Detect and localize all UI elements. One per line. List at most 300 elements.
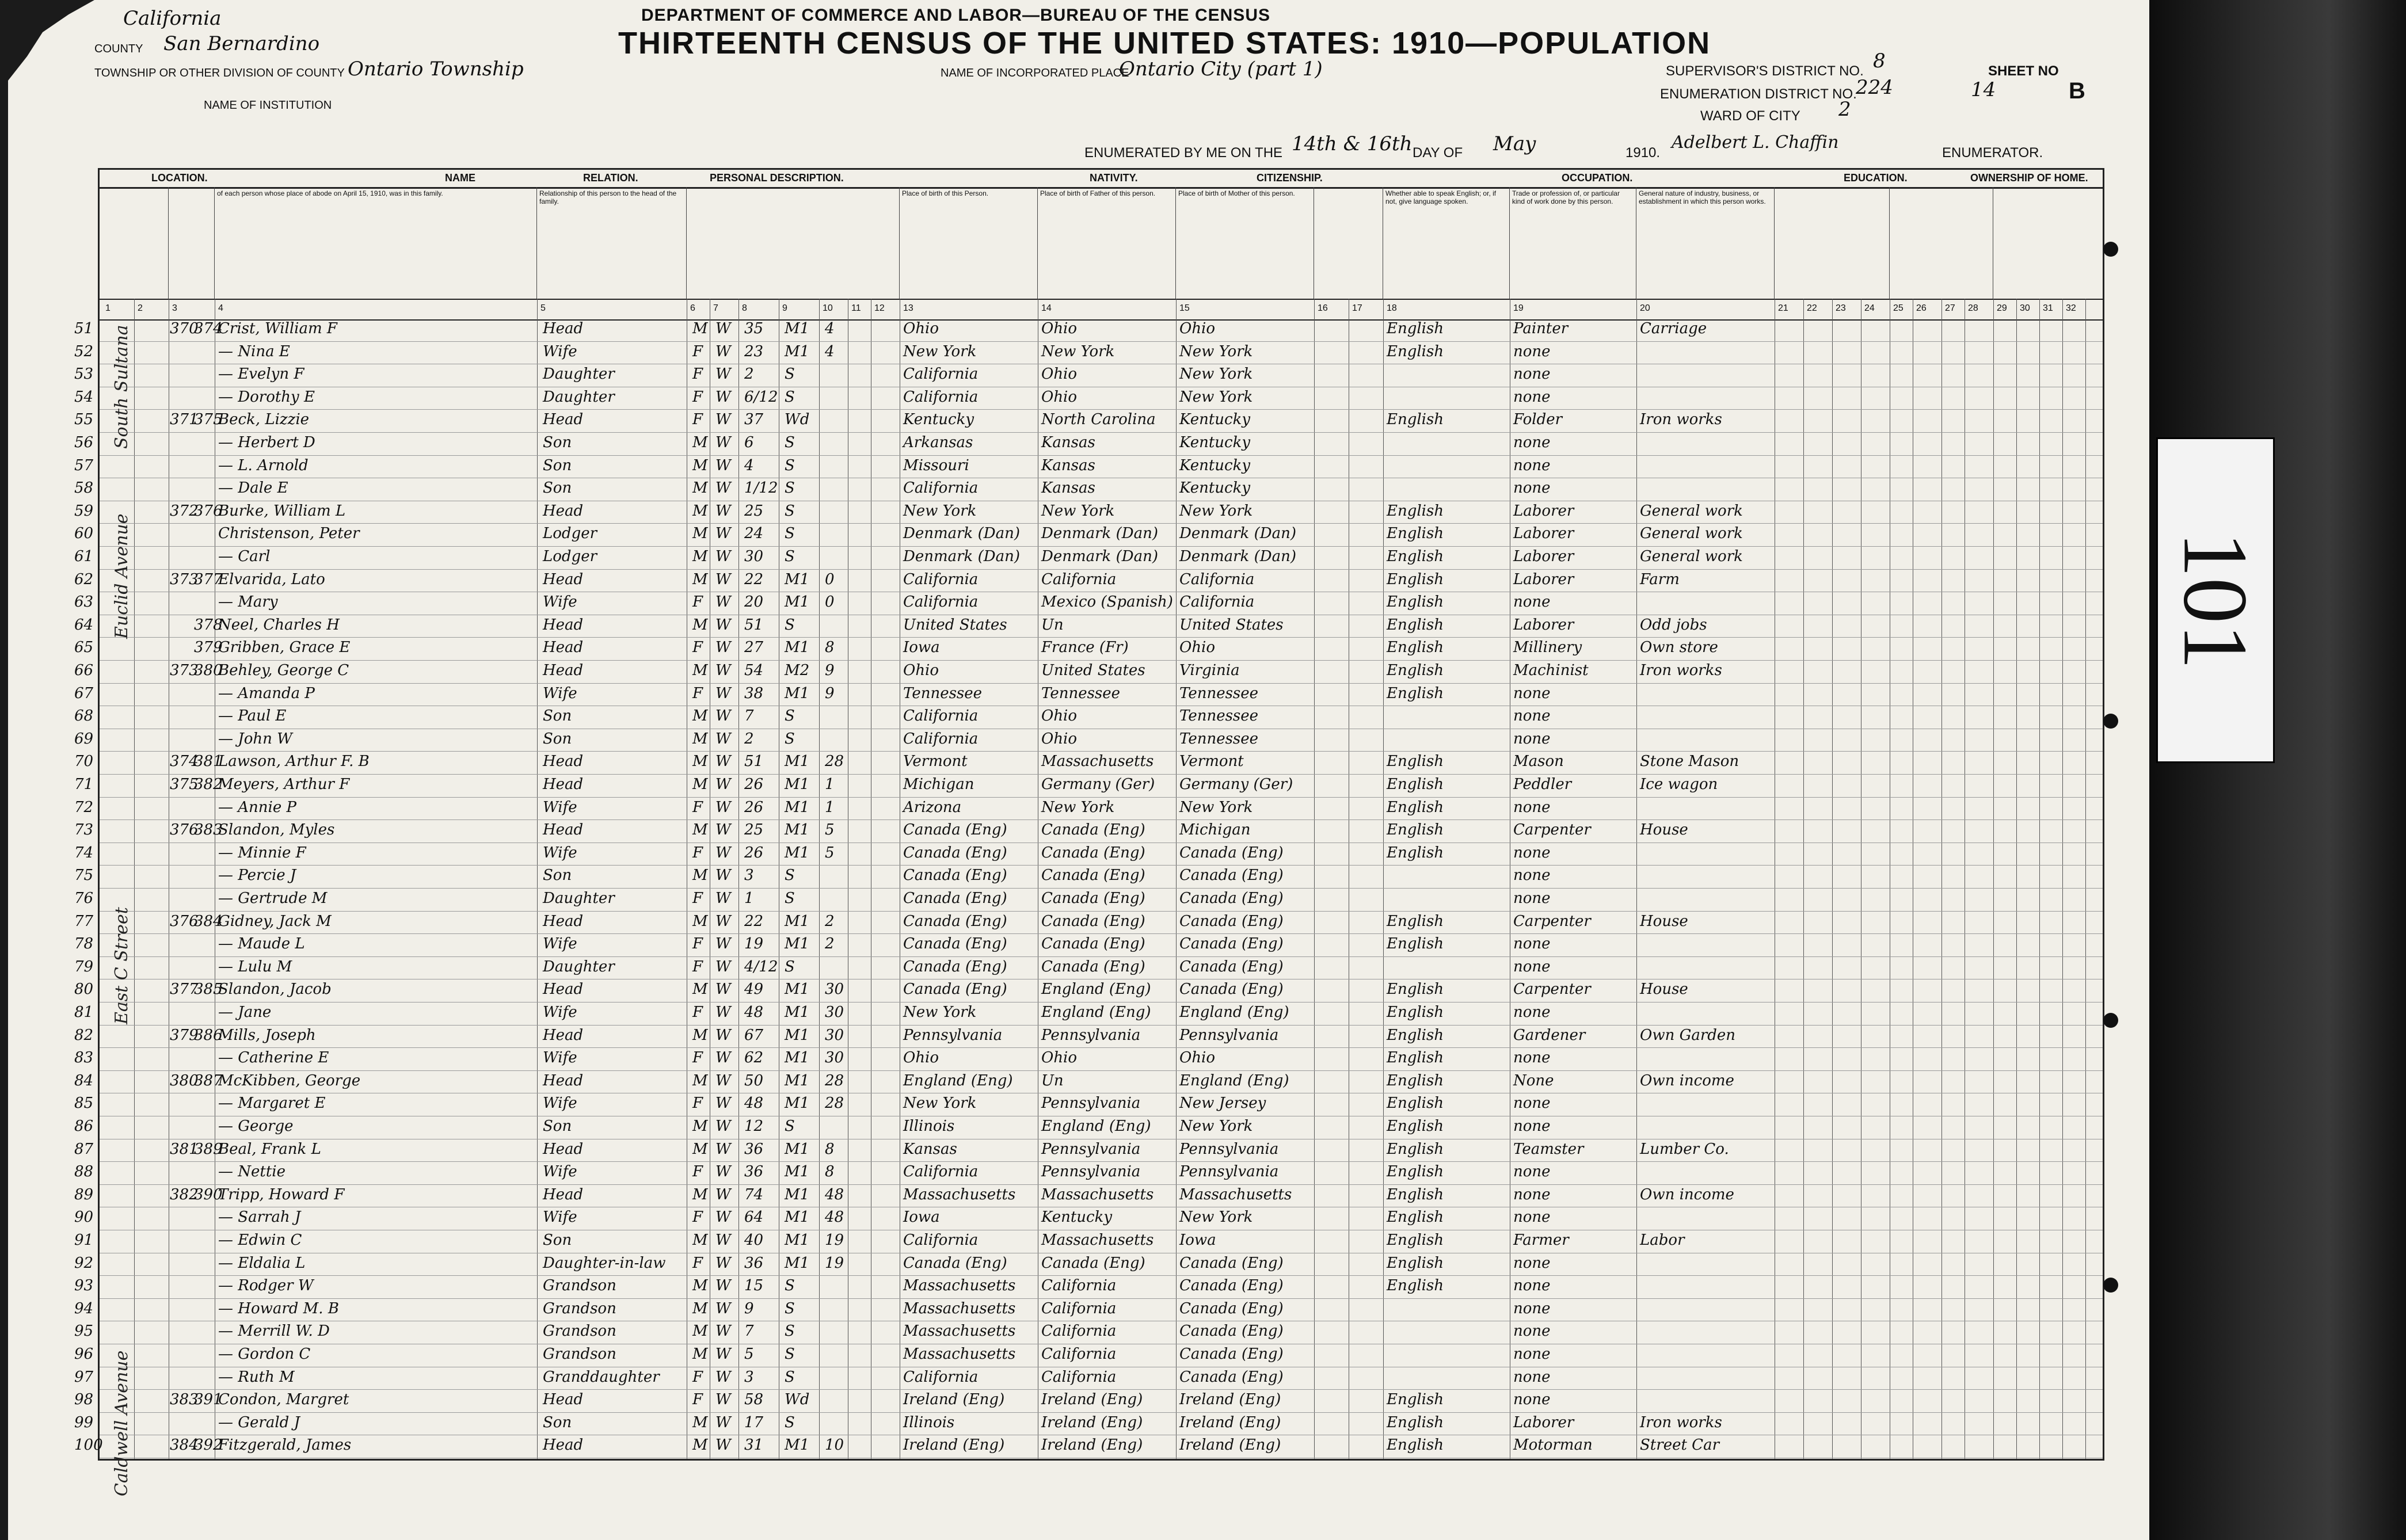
cell-bm: United States (1179, 616, 1284, 634)
cell-bp: California (903, 707, 979, 725)
cell-trade: none (1513, 867, 1551, 885)
column-number: 2 (138, 303, 143, 313)
cell-sex: F (692, 342, 703, 360)
cell-trade: none (1513, 1368, 1551, 1386)
cell-age: 48 (744, 1004, 764, 1021)
cell-name: — Evelyn F (218, 365, 304, 383)
cell-age: 1 (744, 890, 754, 907)
cell-age: 26 (744, 798, 764, 816)
street-note-caldwell: Caldwell Avenue (112, 1350, 132, 1496)
row-number: 70 (74, 753, 94, 771)
cell-name: — Minnie F (218, 844, 306, 862)
ward-label: WARD OF CITY (1700, 108, 1800, 124)
table-row (74, 819, 2103, 843)
row-number: 81 (74, 1004, 94, 1021)
table-row (74, 1093, 2103, 1116)
cell-race: W (715, 411, 731, 429)
cell-ms: M1 (785, 1209, 810, 1226)
cell-fam: 375 (194, 411, 223, 429)
cell-bm: Germany (Ger) (1179, 776, 1293, 793)
enumeration-value: 224 (1856, 76, 1893, 99)
row-number: 67 (74, 684, 94, 702)
table-row (74, 478, 2103, 501)
cell-name: Tripp, Howard F (218, 1186, 345, 1203)
row-number: 90 (74, 1209, 94, 1226)
row-number: 56 (74, 434, 94, 451)
cell-bp: Ohio (903, 1049, 939, 1067)
cell-trade: none (1513, 1345, 1551, 1363)
cell-age: 19 (744, 935, 764, 953)
cell-rel: Head (543, 320, 584, 337)
cell-name: Gribben, Grace E (218, 639, 351, 657)
cell-sex: F (692, 1391, 703, 1409)
cell-yrs: 0 (825, 570, 835, 588)
cell-name: Meyers, Arthur F (218, 776, 350, 793)
cell-race: W (715, 479, 731, 497)
cell-sex: M (692, 479, 708, 497)
cell-bp: Canada (Eng) (903, 821, 1007, 839)
cell-bf: Canada (Eng) (1041, 890, 1145, 907)
cell-name: — John W (218, 730, 292, 748)
cell-fam: 390 (194, 1186, 223, 1203)
cell-race: W (715, 616, 731, 634)
cell-sex: F (692, 684, 703, 702)
cell-bm: California (1179, 593, 1255, 611)
cell-race: W (715, 1345, 731, 1363)
cell-ms: M1 (785, 1140, 810, 1158)
cell-ind: Lumber Co. (1640, 1140, 1729, 1158)
table-row (74, 843, 2103, 866)
cell-race: W (715, 1095, 731, 1112)
cell-bm: New York (1179, 365, 1253, 383)
table-row (74, 1184, 2103, 1208)
cell-name: Beal, Frank L (218, 1140, 321, 1158)
cell-bm: Canada (Eng) (1179, 1277, 1284, 1295)
cell-trade: Laborer (1513, 502, 1574, 520)
cell-bp: California (903, 1368, 979, 1386)
cell-age: 30 (744, 548, 764, 565)
cell-lang: English (1387, 1004, 1444, 1021)
cell-age: 22 (744, 570, 764, 588)
cell-sex: M (692, 662, 708, 679)
cell-ms: S (785, 1322, 795, 1340)
punch-hole (2103, 1278, 2118, 1293)
cell-rel: Head (543, 639, 584, 657)
cell-name: Behley, George C (218, 662, 349, 679)
cell-bf: California (1041, 570, 1117, 588)
row-number: 68 (74, 707, 94, 725)
table-row (74, 774, 2103, 798)
cell-ms: M1 (785, 1072, 810, 1089)
cell-bp: Arkansas (903, 434, 973, 451)
cell-lang: English (1387, 1254, 1444, 1272)
cell-ms: S (785, 1368, 795, 1386)
cell-ms: M1 (785, 935, 810, 953)
cell-dw: 374 (170, 753, 199, 771)
cell-fam: 392 (194, 1436, 223, 1454)
cell-bf: California (1041, 1345, 1117, 1363)
row-number: 74 (74, 844, 94, 862)
cell-age: 17 (744, 1413, 764, 1431)
cell-race: W (715, 639, 731, 657)
cell-rel: Wife (543, 593, 577, 611)
cell-rel: Wife (543, 844, 577, 862)
cell-trade: Mason (1513, 753, 1564, 771)
table-row (74, 1161, 2103, 1185)
cell-name: — Paul E (218, 707, 287, 725)
cell-race: W (715, 1391, 731, 1409)
cell-bf: Pennsylvania (1041, 1095, 1141, 1112)
cell-lang: English (1387, 320, 1444, 337)
cell-ms: S (785, 502, 795, 520)
cell-age: 6 (744, 434, 754, 451)
cell-age: 25 (744, 821, 764, 839)
cell-name: — Gertrude M (218, 890, 328, 907)
cell-ms: M1 (785, 570, 810, 588)
cell-lang: English (1387, 935, 1444, 953)
enumerated-label: ENUMERATED BY ME ON THE (1084, 145, 1283, 161)
table-row (74, 637, 2103, 661)
cell-yrs: 8 (825, 1163, 835, 1181)
cell-age: 4 (744, 456, 754, 474)
cell-trade: Laborer (1513, 616, 1574, 634)
cell-race: W (715, 570, 731, 588)
cell-name: — Jane (218, 1004, 272, 1021)
cell-name: Slandon, Jacob (218, 981, 332, 998)
cell-bf: New York (1041, 502, 1115, 520)
cell-ind: Farm (1640, 570, 1680, 588)
cell-sex: M (692, 1118, 708, 1135)
cell-yrs: 28 (825, 1095, 844, 1112)
cell-fam: 384 (194, 912, 223, 930)
cell-rel: Son (543, 1118, 572, 1135)
cell-age: 62 (744, 1049, 764, 1067)
cell-ind: Iron works (1640, 1413, 1722, 1431)
cell-bf: Un (1041, 616, 1064, 634)
colhead-location (100, 187, 169, 299)
cell-bp: Michigan (903, 776, 974, 793)
cell-ind: Stone Mason (1640, 753, 1739, 771)
cell-race: W (715, 935, 731, 953)
cell-bf: Kansas (1041, 434, 1095, 451)
cell-bm: Canada (Eng) (1179, 1322, 1284, 1340)
cell-bf: Denmark (Dan) (1041, 525, 1158, 543)
row-number: 57 (74, 456, 94, 474)
cell-dw: 382 (170, 1186, 199, 1203)
column-number: 24 (1864, 303, 1875, 313)
cell-lang: English (1387, 912, 1444, 930)
cell-bp: California (903, 1232, 979, 1249)
cell-yrs: 4 (825, 320, 835, 337)
cell-ms: M1 (785, 821, 810, 839)
cell-bf: North Carolina (1041, 411, 1156, 429)
row-number: 77 (74, 912, 94, 930)
table-row (74, 546, 2103, 570)
cell-rel: Grandson (543, 1277, 616, 1295)
cell-ms: Wd (785, 411, 810, 429)
cell-sex: M (692, 776, 708, 793)
cell-age: 9 (744, 1299, 754, 1317)
cell-sex: M (692, 1299, 708, 1317)
cell-name: Beck, Lizzie (218, 411, 310, 429)
cell-rel: Head (543, 1391, 584, 1409)
row-number: 59 (74, 502, 94, 520)
cell-race: W (715, 707, 731, 725)
band-personal: PERSONAL DESCRIPTION. (710, 172, 844, 184)
cell-race: W (715, 798, 731, 816)
cell-dw: 381 (170, 1140, 199, 1158)
torn-corner (8, 0, 94, 81)
cell-bf: California (1041, 1277, 1117, 1295)
column-number: 6 (690, 303, 695, 313)
cell-race: W (715, 1026, 731, 1044)
cell-rel: Son (543, 456, 572, 474)
cell-race: W (715, 912, 731, 930)
cell-ms: M1 (785, 1163, 810, 1181)
cell-name: — Nettie (218, 1163, 285, 1181)
cell-yrs: 28 (825, 753, 844, 771)
cell-race: W (715, 867, 731, 885)
section-band (100, 170, 2103, 189)
table-row (74, 1025, 2103, 1049)
cell-bm: Iowa (1179, 1232, 1216, 1249)
cell-yrs: 28 (825, 1072, 844, 1089)
cell-bf: Canada (Eng) (1041, 867, 1145, 885)
cell-sex: M (692, 867, 708, 885)
cell-ms: S (785, 958, 795, 975)
cell-race: W (715, 821, 731, 839)
cell-lang: English (1387, 1095, 1444, 1112)
cell-rel: Wife (543, 935, 577, 953)
cell-race: W (715, 730, 731, 748)
cell-bp: United States (903, 616, 1007, 634)
cell-bm: Canada (Eng) (1179, 890, 1284, 907)
cell-rel: Head (543, 1436, 584, 1454)
cell-ms: S (785, 1345, 795, 1363)
year-label: 1910. (1625, 145, 1661, 161)
cell-bm: Ireland (Eng) (1179, 1413, 1281, 1431)
cell-rel: Head (543, 1072, 584, 1089)
cell-bm: Pennsylvania (1179, 1140, 1279, 1158)
cell-age: 67 (744, 1026, 764, 1044)
colhead-name: of each person whose place of abode on April 15, 1910, was in this family. (215, 187, 537, 299)
cell-trade: Laborer (1513, 1413, 1574, 1431)
cell-rel: Daughter (543, 958, 615, 975)
cell-lang: English (1387, 593, 1444, 611)
cell-bp: Massachusetts (903, 1186, 1016, 1203)
enumeration-label: ENUMERATION DISTRICT NO. (1660, 86, 1857, 102)
band-nativity: NATIVITY. (1090, 172, 1138, 184)
cell-sex: F (692, 388, 703, 406)
cell-age: 50 (744, 1072, 764, 1089)
cell-ms: M1 (785, 342, 810, 360)
cell-bf: Ohio (1041, 707, 1078, 725)
cell-ms: M1 (785, 684, 810, 702)
cell-bm: Denmark (Dan) (1179, 548, 1296, 565)
cell-age: 31 (744, 1436, 764, 1454)
cell-bf: Massachusetts (1041, 1186, 1154, 1203)
cell-bp: Canada (Eng) (903, 958, 1007, 975)
cell-lang: English (1387, 411, 1444, 429)
column-number: 9 (782, 303, 787, 313)
cell-lang: English (1387, 844, 1444, 862)
cell-race: W (715, 1049, 731, 1067)
cell-ms: M1 (785, 320, 810, 337)
cell-rel: Head (543, 502, 584, 520)
cell-bf: Ireland (Eng) (1041, 1436, 1143, 1454)
cell-sex: M (692, 525, 708, 543)
cell-fam: 389 (194, 1140, 223, 1158)
cell-lang: English (1387, 502, 1444, 520)
cell-trade: none (1513, 342, 1551, 360)
cell-bf: Canada (Eng) (1041, 821, 1145, 839)
cell-rel: Head (543, 1140, 584, 1158)
cell-name: — Sarrah J (218, 1209, 301, 1226)
cell-bp: New York (903, 1004, 977, 1021)
cell-name: Slandon, Myles (218, 821, 335, 839)
cell-ms: S (785, 1413, 795, 1431)
cell-lang: English (1387, 1209, 1444, 1226)
cell-age: 25 (744, 502, 764, 520)
punch-hole (2103, 714, 2118, 729)
cell-age: 51 (744, 753, 764, 771)
cell-bp: Massachusetts (903, 1277, 1016, 1295)
cell-bp: California (903, 479, 979, 497)
cell-sex: M (692, 320, 708, 337)
table-row (74, 1344, 2103, 1367)
county-label: COUNTY (94, 43, 143, 55)
cell-rel: Head (543, 912, 584, 930)
cell-ms: M1 (785, 1095, 810, 1112)
cell-sex: F (692, 958, 703, 975)
cell-name: — Gerald J (218, 1413, 300, 1431)
cell-sex: M (692, 753, 708, 771)
cell-bm: Michigan (1179, 821, 1251, 839)
cell-bp: Illinois (903, 1413, 955, 1431)
column-number: 14 (1041, 303, 1052, 313)
cell-sex: M (692, 1072, 708, 1089)
colhead-ownership (1993, 187, 2103, 299)
cell-ms: S (785, 707, 795, 725)
cell-bf: Canada (Eng) (1041, 912, 1145, 930)
cell-yrs: 1 (825, 798, 835, 816)
cell-sex: M (692, 434, 708, 451)
cell-age: 6/12 (744, 388, 778, 406)
cell-ms: M1 (785, 1026, 810, 1044)
cell-bf: Tennessee (1041, 684, 1121, 702)
cell-yrs: 48 (825, 1209, 844, 1226)
column-number: 11 (851, 303, 861, 313)
cell-name: Elvarida, Lato (218, 570, 325, 588)
cell-sex: M (692, 1413, 708, 1431)
cell-sex: F (692, 593, 703, 611)
cell-fam: 378 (194, 616, 223, 634)
cell-ms: Wd (785, 1391, 810, 1409)
cell-dw: 376 (170, 821, 199, 839)
cell-bm: New York (1179, 1209, 1253, 1226)
cell-bf: New York (1041, 342, 1115, 360)
cell-bp: Canada (Eng) (903, 844, 1007, 862)
cell-bf: Canada (Eng) (1041, 958, 1145, 975)
row-number: 99 (74, 1413, 94, 1431)
cell-bp: California (903, 1163, 979, 1181)
cell-lang: English (1387, 981, 1444, 998)
row-number: 100 (74, 1436, 103, 1454)
cell-name: McKibben, George (218, 1072, 361, 1089)
cell-bm: Ireland (Eng) (1179, 1391, 1281, 1409)
cell-trade: none (1513, 684, 1551, 702)
township-value: Ontario Township (348, 58, 524, 81)
cell-name: — Percie J (218, 867, 296, 885)
cell-sex: F (692, 1209, 703, 1226)
column-number: 18 (1387, 303, 1397, 313)
cell-rel: Son (543, 730, 572, 748)
row-number: 60 (74, 525, 94, 543)
row-number: 55 (74, 411, 94, 429)
column-number: 5 (540, 303, 546, 313)
cell-name: — Gordon C (218, 1345, 311, 1363)
cell-name: Mills, Joseph (218, 1026, 316, 1044)
cell-lang: English (1387, 1026, 1444, 1044)
cell-dw: 371 (170, 411, 199, 429)
cell-bm: Canada (Eng) (1179, 935, 1284, 953)
cell-yrs: 10 (825, 1436, 844, 1454)
cell-bf: Canada (Eng) (1041, 935, 1145, 953)
cell-bf: Pennsylvania (1041, 1163, 1141, 1181)
cell-name: — Carl (218, 548, 271, 565)
column-number-row (100, 299, 2103, 321)
cell-fam: 383 (194, 821, 223, 839)
cell-bm: Tennessee (1179, 730, 1259, 748)
row-number: 73 (74, 821, 94, 839)
cell-rel: Grandson (543, 1299, 616, 1317)
cell-bf: Massachusetts (1041, 753, 1154, 771)
cell-ms: S (785, 1299, 795, 1317)
cell-bf: Germany (Ger) (1041, 776, 1155, 793)
cell-trade: Laborer (1513, 570, 1574, 588)
cell-lang: English (1387, 821, 1444, 839)
place-label: NAME OF INCORPORATED PLACE (941, 67, 1129, 79)
row-number: 93 (74, 1277, 94, 1295)
cell-rel: Lodger (543, 548, 597, 565)
cell-age: 36 (744, 1163, 764, 1181)
cell-yrs: 19 (825, 1232, 844, 1249)
table-row (74, 683, 2103, 707)
cell-race: W (715, 388, 731, 406)
cell-bp: Ireland (Eng) (903, 1391, 1005, 1409)
cell-trade: none (1513, 1322, 1551, 1340)
cell-ms: S (785, 890, 795, 907)
cell-bp: Ireland (Eng) (903, 1436, 1005, 1454)
cell-race: W (715, 1004, 731, 1021)
cell-race: W (715, 1322, 731, 1340)
cell-sex: M (692, 912, 708, 930)
table-row (74, 729, 2103, 752)
cell-yrs: 9 (825, 662, 835, 679)
cell-name: — Lulu M (218, 958, 292, 975)
cell-sex: F (692, 1049, 703, 1067)
day-of-label: DAY OF (1413, 145, 1463, 161)
row-number: 94 (74, 1299, 94, 1317)
cell-bf: Canada (Eng) (1041, 844, 1145, 862)
row-number: 71 (74, 776, 94, 793)
cell-trade: None (1513, 1072, 1554, 1089)
cell-name: — Catherine E (218, 1049, 329, 1067)
cell-bp: California (903, 365, 979, 383)
page-stamp-number: 101 (2164, 531, 2267, 669)
cell-bp: Canada (Eng) (903, 890, 1007, 907)
row-number: 51 (74, 320, 94, 337)
